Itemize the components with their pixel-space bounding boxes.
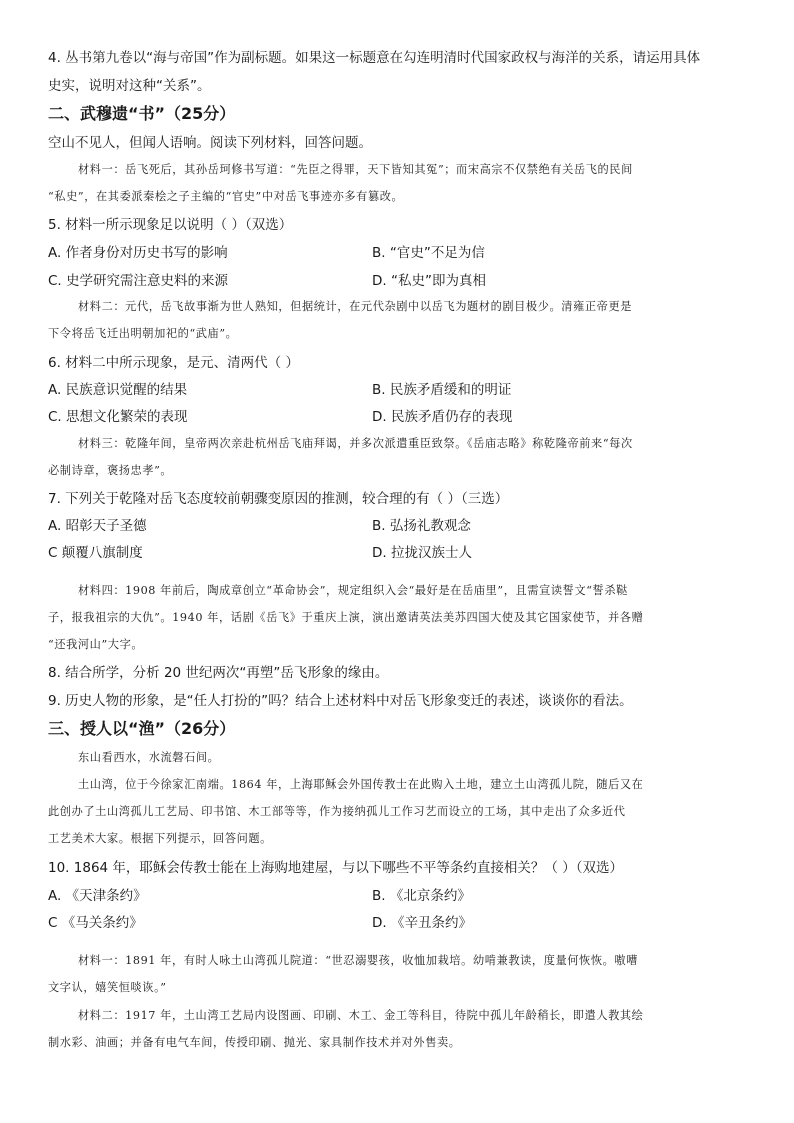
q10-option-b: B. 《北京条约》 (372, 888, 471, 904)
s3-material-2-line-2: 制水彩、油画；并备有电气车间，传授印刷、抛光、家具制作技术并对外售卖。 (48, 1036, 461, 1049)
q10-option-c: C 《马关条约》 (48, 915, 143, 931)
material-2-line-2: 下令将岳飞迁出明朝加祀的“武庙”。 (48, 327, 238, 340)
material-4-line-1: 材料四：1908 年前后，陶成章创立“革命协会”，规定组织入会“最好是在岳庙里”，且需宣读誓文“誓杀鞑 (78, 584, 628, 597)
material-2-line-1: 材料二：元代，岳飞故事渐为世人熟知，但据统计，在元代杂剧中以岳飞为题材的剧目极少。清雍正帝更是 (78, 300, 633, 313)
q7-option-c: C 颠覆八旗制度 (48, 545, 143, 561)
material-3-line-2: 必制诗章，褒扬忠孝”。 (48, 464, 173, 477)
q7-stem: 7. 下列关于乾隆对岳飞态度较前朝骤变原因的推测，较合理的有（ ）（三选） (48, 491, 509, 507)
q5-option-b: B. “官史”不足为信 (372, 245, 485, 261)
q5-stem: 5. 材料一所示现象足以说明（ ）（双选） (48, 217, 293, 233)
section-2-heading: 二、武穆遗“书”（25分） (48, 104, 236, 123)
q8: 8. 结合所学，分析 20 世纪两次“再塑”岳飞形象的缘由。 (48, 665, 389, 681)
q5-option-c: C. 史学研究需注意史料的来源 (48, 273, 229, 289)
passage-line-2: 此创办了土山湾孤儿工艺局、印书馆、木工部等等，作为接纳孤儿工作习艺而设立的工场，其中走出了众多近代 (48, 805, 626, 818)
q4-line-2: 史实，说明对这种“关系”。 (48, 78, 211, 94)
material-1-line-2: “私史”，在其委派秦桧之子主编的“官史”中对岳飞事迹亦多有篡改。 (48, 190, 404, 203)
q6-stem: 6. 材料二中所示现象，是元、清两代（ ） (48, 355, 299, 371)
q6-option-a: A. 民族意识觉醒的结果 (48, 382, 188, 398)
q10-option-d: D. 《辛丑条约》 (372, 915, 472, 931)
passage-line-3: 工艺美术大家。根据下列提示，回答问题。 (48, 832, 272, 845)
s3-material-1-line-2: 文字认，嬉笑恒啖诙。” (48, 981, 167, 994)
material-1-line-1: 材料一：岳飞死后，其孙岳珂修书写道：“先臣之得罪，天下皆知其冤”；而宋高宗不仅禁绝有关岳飞的民间 (78, 163, 633, 176)
section-2-intro: 空山不见人，但闻人语响。阅读下列材料，回答问题。 (48, 135, 372, 151)
q10-stem: 10. 1864 年，耶稣会传教士能在上海购地建屋，与以下哪些不平等条约直接相关？（ ）（双选） (48, 860, 623, 876)
q4-line-1: 4. 丛书第九卷以“海与帝国”作为副标题。如果这一标题意在勾连明清时代国家政权与海洋的关系，请运用具体 (48, 50, 701, 66)
q7-option-a: A. 昭彰天子圣德 (48, 518, 147, 534)
q7-option-b: B. 弘扬礼教观念 (372, 518, 471, 534)
section-3-heading: 三、授人以“渔”（26分） (48, 719, 236, 738)
q5-option-d: D. “私史”即为真相 (372, 273, 486, 289)
q7-option-d: D. 拉拢汉族士人 (372, 545, 472, 561)
s3-material-2-line-1: 材料二：1917 年，土山湾工艺局内设图画、印刷、木工、金工等科目，待院中孤儿年龄稍长，即遣人教其绘 (78, 1009, 644, 1022)
q5-option-a: A. 作者身份对历史书写的影响 (48, 245, 228, 261)
material-4-line-3: “还我河山”大字。 (48, 638, 144, 651)
q6-option-c: C. 思想文化繁荣的表现 (48, 409, 188, 425)
poem-line: 东山看西水，水流磐石间。 (78, 751, 220, 764)
s3-material-1-line-1: 材料一：1891 年，有时人咏土山湾孤儿院道：“世忍溺婴孩，收恤加栽培。幼啃兼教读，度量何恢恢。嗷嘈 (78, 954, 638, 967)
material-4-line-2: 子，报我祖宗的大仇”。1940 年，话剧《岳飞》于重庆上演，演出邀请英法美苏四国大使及其它国家使节，并各赠 (48, 611, 644, 624)
q6-option-b: B. 民族矛盾缓和的明证 (372, 382, 512, 398)
passage-line-1: 土山湾，位于今徐家汇南端。1864 年，上海耶稣会外国传教士在此购入土地，建立土山湾孤儿院，随后又在 (78, 778, 644, 791)
q9: 9. 历史人物的形象，是“任人打扮的”吗？结合上述材料中对岳飞形象变迁的表述，谈谈你的看法。 (48, 693, 633, 709)
q6-option-d: D. 民族矛盾仍存的表现 (372, 409, 513, 425)
material-3-line-1: 材料三：乾隆年间，皇帝两次亲赴杭州岳飞庙拜谒，并多次派遣重臣致祭。《岳庙志略》称乾隆帝前来“每次 (78, 437, 633, 450)
q10-option-a: A. 《天津条约》 (48, 888, 147, 904)
